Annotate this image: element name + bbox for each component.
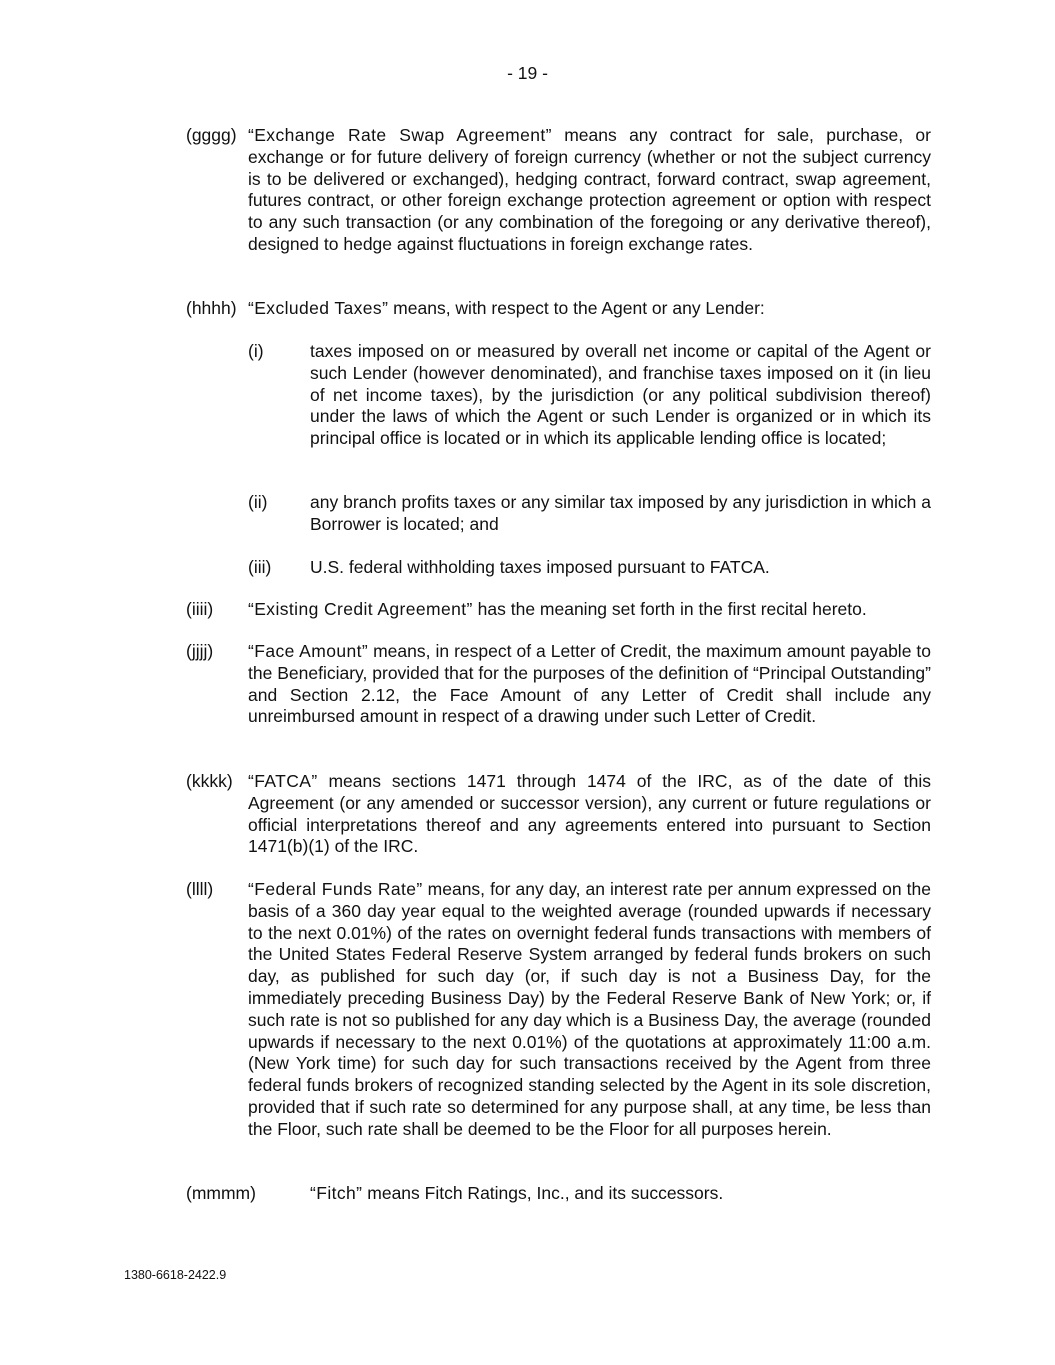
definition-body [248,125,931,256]
definition-body [248,641,931,728]
definition-label: (mmmm) [186,1183,256,1203]
sub-item-text: any branch profits taxes or any similar tax imposed by any jurisdiction in which a Borrower is located; and [310,492,931,534]
defined-term: “Face Amount” [248,641,369,661]
sub-item-label: (i) [248,341,264,361]
sub-item-label: (iii) [248,557,272,577]
definition-text: means Fitch Ratings, Inc., and its successors. [362,1183,724,1203]
defined-term: “Federal Funds Rate” [248,879,423,899]
sub-item-text: U.S. federal withholding taxes imposed pursuant to FATCA. [310,557,770,577]
definition-body [248,771,931,858]
defined-term: “Fitch” [310,1183,363,1203]
definition-label: (jjjj) [186,641,214,661]
defined-term: “Exchange Rate Swap Agreement” [248,125,552,145]
defined-term: “Existing Credit Agreement” [248,599,473,619]
document-id-footer: 1380-6618-2422.9 [124,1268,227,1282]
definition-body [248,599,931,621]
sub-item-label: (ii) [248,492,268,512]
definition-label: (iiii) [186,599,214,619]
definition-text: has the meaning set forth in the first recital hereto. [472,599,867,619]
definition-body [248,298,931,320]
definition-label: (hhhh) [186,298,237,318]
defined-term: “Excluded Taxes” [248,298,389,318]
defined-term: “FATCA” [248,771,318,791]
definition-body [310,1183,931,1205]
definition-body [248,879,931,1141]
definition-text: means, with respect to the Agent or any Lender: [388,298,765,318]
page-number: - 19 - [507,63,548,83]
definition-text: means, for any day, an interest rate per annum expressed on the basis of a 360 day year equal to the weighted average (rounded upwards if necessary to the next 0.01%) of the rates on overnight federal funds transactions with members of the United States Federal Reserve System arranged by federal funds brokers on such day, as published for such day (or, if such day is not a Business Day, for the immediately preceding Business Day) by the Federal Reserve Bank of New York; or, if such rate is not so published for any day which is a Business Day, the average (rounded upwards if necessary to the next 0.01%) of the quotations at approximately 11:00 a.m. (New York time) for such day for such transactions received by the Agent from three federal funds brokers of recognized standing selected by the Agent in its sole discretion, provided that if such rate so determined for any purpose shall, at any time, be less than the Floor, such rate shall be deemed to be the Floor for all purposes herein. [248,879,931,1139]
definition-label: (gggg) [186,125,237,145]
definition-text: means sections 1471 through 1474 of the IRC, as of the date of this Agreement (or any amended or successor version), any current or future regulations or official interpretations thereof and any agreements entered into pursuant to Section 1471(b)(1) of the IRC. [248,771,931,857]
definition-text: means, in respect of a Letter of Credit, the maximum amount payable to the Beneficiary, provided that for the purposes of the definition of “Principal Outstanding” and Section 2.12, the Face Amount of any Letter of Credit shall include any unreimbursed amount in respect of a drawing under such Letter of Credit. [248,641,932,727]
definition-label: (llll) [186,879,214,899]
definition-label: (kkkk) [186,771,233,791]
sub-item-text: taxes imposed on or measured by overall net income or capital of the Agent or such Lender (however denominated), and franchise taxes imposed on it (in lieu of net income taxes), by the jurisdiction (or any political subdivision thereof) under the laws of which the Agent or such Lender is organized or in which its principal office is located or in which its applicable lending office is located; [310,341,931,449]
definition-text: means any contract for sale, purchase, or exchange or for future delivery of foreign currency (whether or not the subject currency is to be delivered or exchanged), hedging contract, forward contract, swap agreement, futures contract, or other foreign exchange protection agreement or option with respect to any such transaction (or any combination of the foregoing or any derivative thereof), designed to hedge against fluctuations in foreign exchange rates. [248,125,931,254]
